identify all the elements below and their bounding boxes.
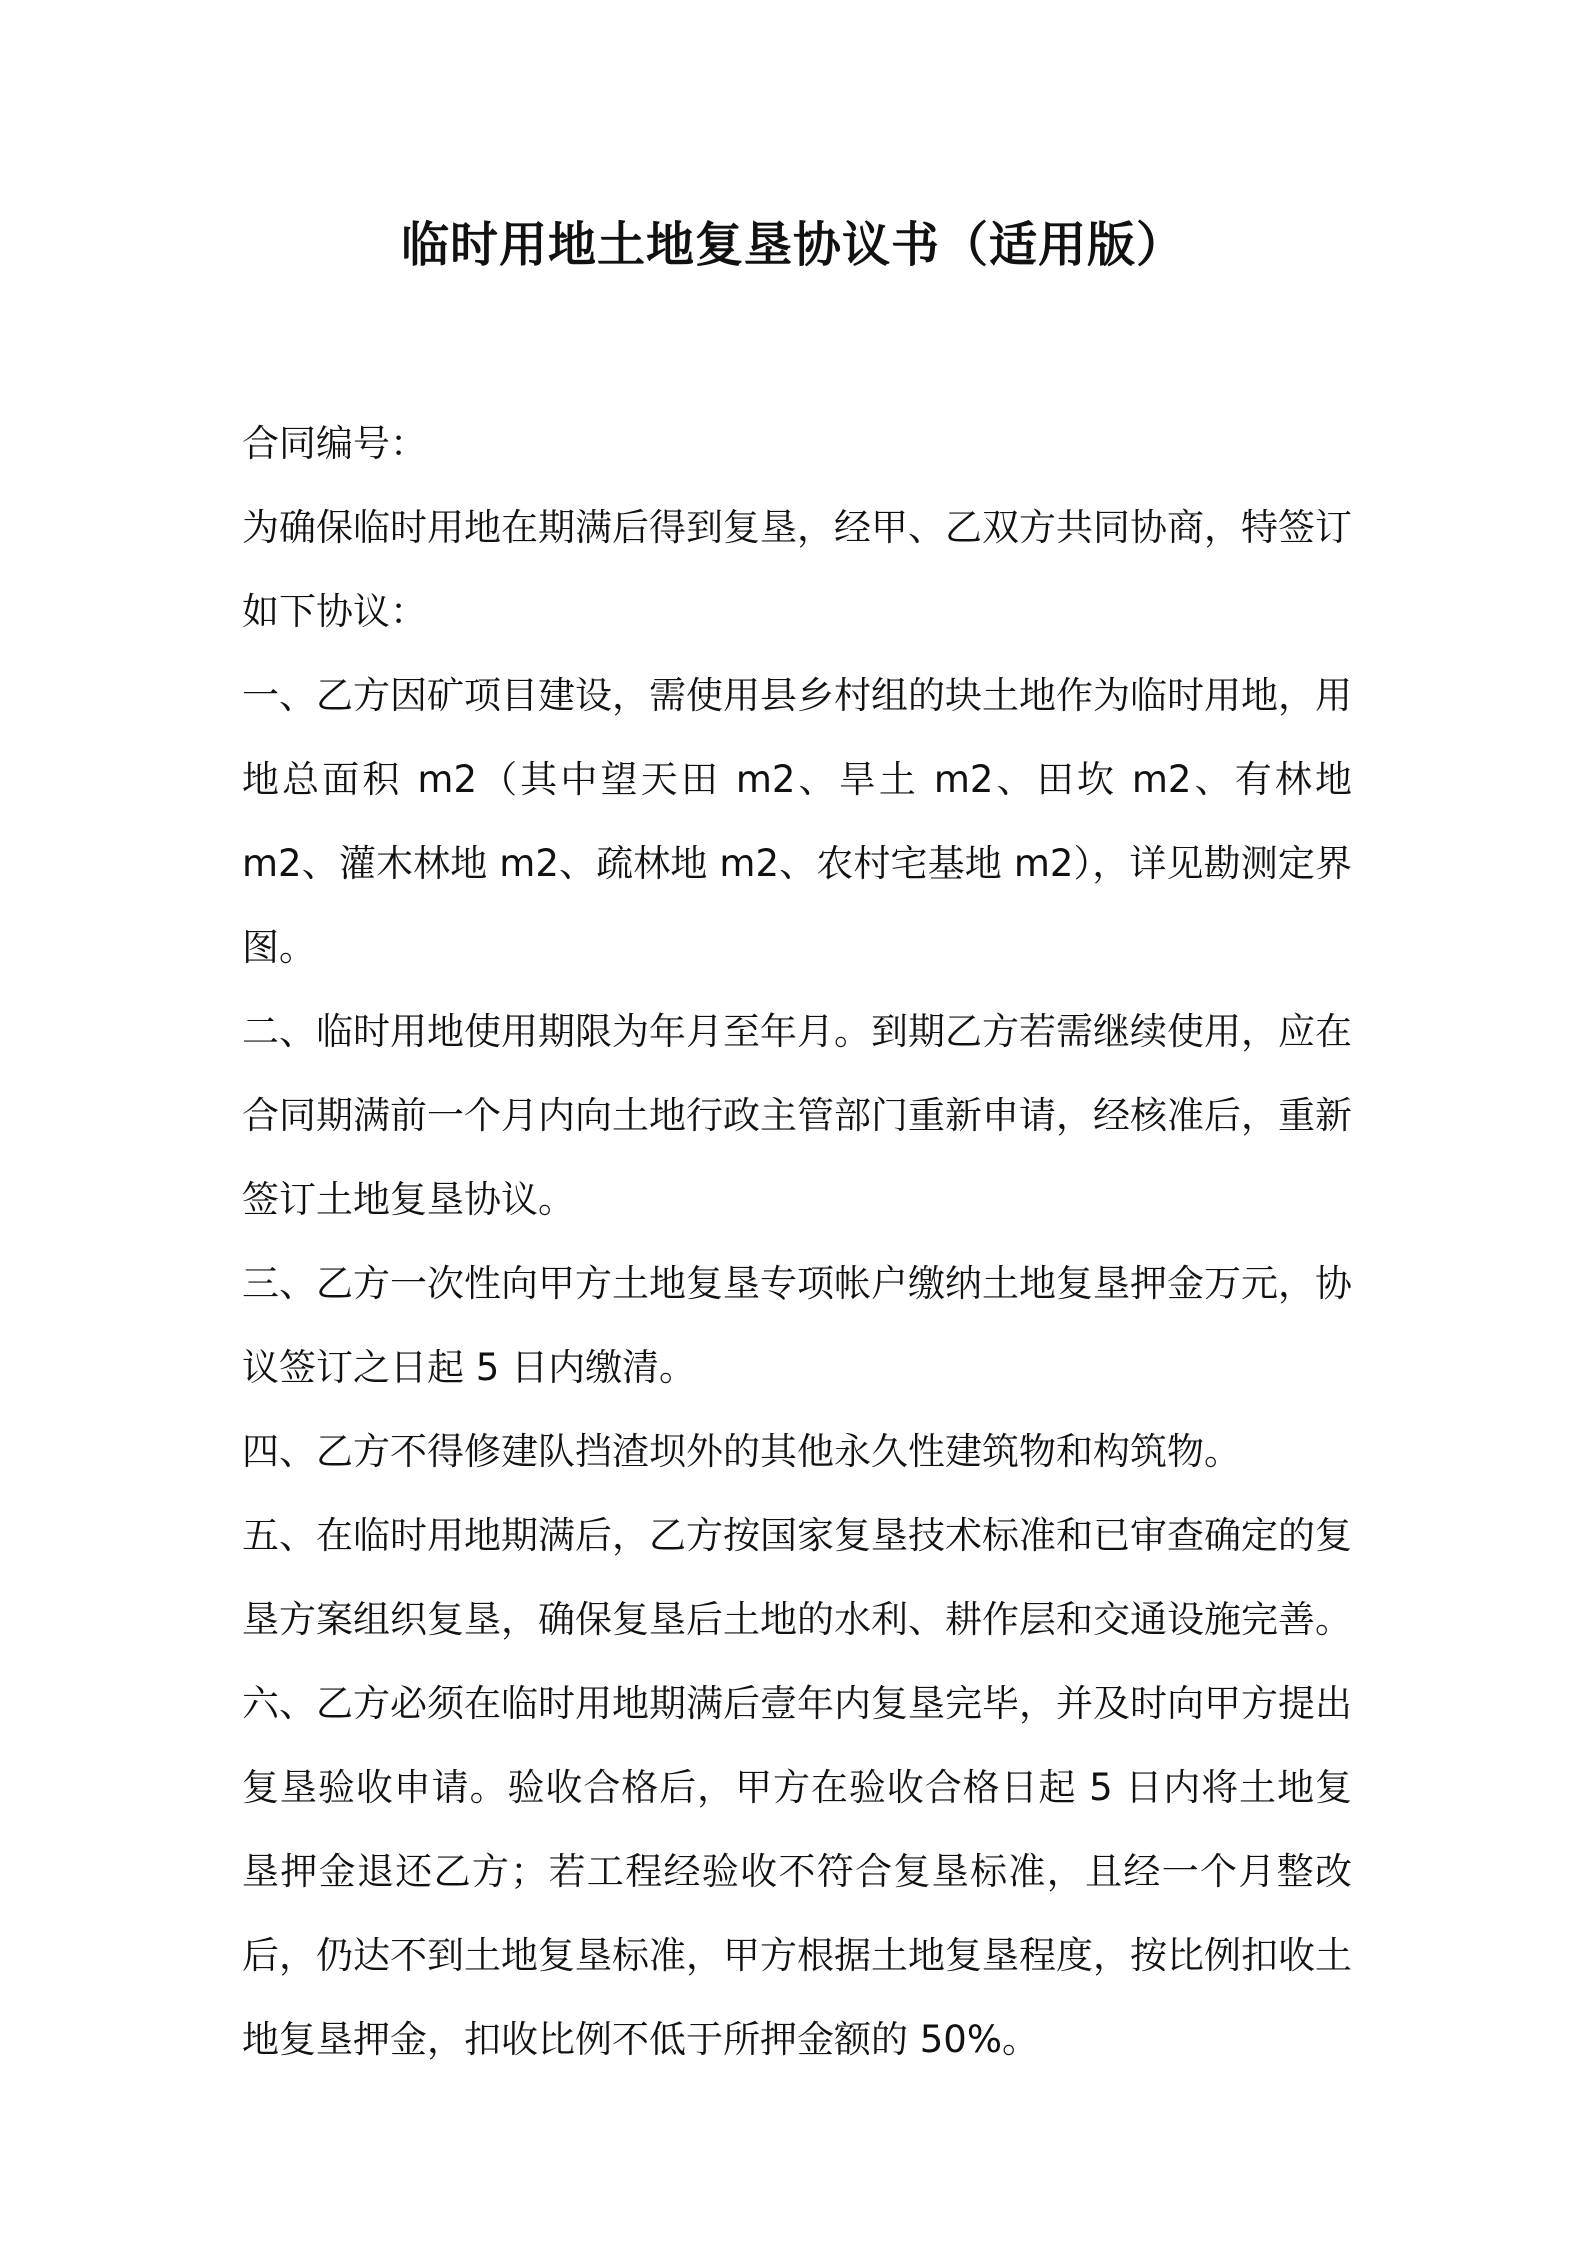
intro-paragraph: 为确保临时用地在期满后得到复垦，经甲、乙双方共同协商，特签订如下协议： bbox=[242, 506, 1352, 633]
contract-number-label: 合同编号： bbox=[242, 422, 427, 465]
document-title: 临时用地土地复垦协议书（适用版） bbox=[400, 217, 1185, 273]
clause-6: 六、乙方必须在临时用地期满后壹年内复垦完毕，并及时向甲方提出复垦验收申请。验收合格后，甲方在验收合格日起 5 日内将土地复垦押金退还乙方；若工程经验收不符合复垦标准，且经一个月整改后，仍达不到土地复垦标准，甲方根据土地复垦程度，按比例扣收土地复垦押金，扣收比例不低于所押金额的 50%。 bbox=[242, 1682, 1352, 2061]
clause-4: 四、乙方不得修建队挡渣坝外的其他永久性建筑物和构筑物。 bbox=[242, 1430, 1241, 1473]
clause-1: 一、乙方因矿项目建设，需使用县乡村组的块土地作为临时用地，用地总面积 m2（其中望天田 m2、旱土 m2、田坎 m2、有林地 m2、灌木林地 m2、疏林地 m2、农村宅基地 m2），详见勘测定界图。 bbox=[242, 674, 1352, 969]
clause-3: 三、乙方一次性向甲方土地复垦专项帐户缴纳土地复垦押金万元，协议签订之日起 5 日内缴清。 bbox=[242, 1262, 1352, 1389]
clause-2: 二、临时用地使用期限为年月至年月。到期乙方若需继续使用，应在合同期满前一个月内向土地行政主管部门重新申请，经核准后，重新签订土地复垦协议。 bbox=[242, 1010, 1352, 1221]
clause-5: 五、在临时用地期满后，乙方按国家复垦技术标准和已审查确定的复垦方案组织复垦，确保复垦后土地的水利、耕作层和交通设施完善。 bbox=[242, 1514, 1352, 1641]
document-body bbox=[242, 402, 1352, 2082]
